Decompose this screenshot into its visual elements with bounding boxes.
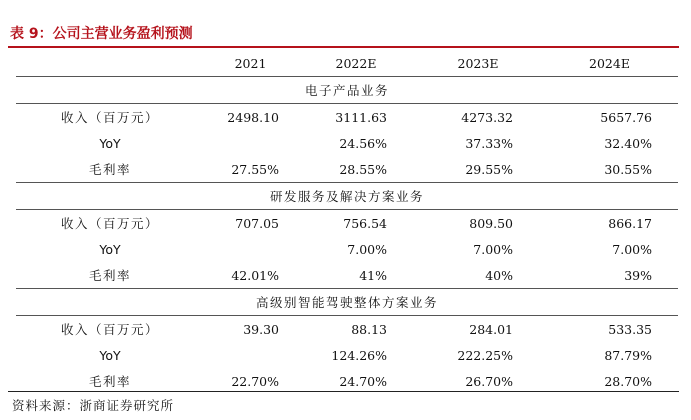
table-cell: 124.26% [331, 347, 387, 363]
table-row [16, 262, 678, 289]
section-title: 电子产品业务 [16, 77, 678, 104]
table-cell: 284.01 [469, 321, 513, 337]
table-cell [204, 130, 297, 156]
table-cell: 809.50 [469, 215, 513, 231]
table-row [16, 130, 678, 156]
table-cell: 756.54 [343, 215, 387, 231]
table-cell: 7.00% [473, 241, 513, 257]
section-title: 研发服务及解决方案业务 [16, 183, 678, 210]
footer-divider [8, 391, 679, 392]
row-label: 收入（百万元） [60, 110, 159, 125]
header-row [16, 50, 678, 77]
row-label: YoY [99, 135, 121, 151]
table-cell: 28.55% [297, 156, 415, 183]
table-cell: 26.70% [465, 373, 513, 389]
row-label: 收入（百万元） [60, 216, 159, 231]
header-cell: 2021 [204, 50, 297, 77]
table-row [16, 236, 678, 262]
table-cell: 42.01% [204, 262, 297, 289]
table-cell: 39% [541, 262, 678, 289]
header-cell [16, 50, 204, 77]
header-cell: 2022E [297, 50, 415, 77]
table-cell: 222.25% [457, 347, 513, 363]
table-cell: 39.30 [243, 321, 279, 337]
table-cell: 22.70% [231, 373, 279, 389]
row-label: 毛利率 [16, 262, 204, 289]
earnings-forecast-table [16, 50, 678, 394]
table-cell: 27.55% [204, 156, 297, 183]
table-cell: 866.17 [608, 215, 652, 231]
table-cell: 533.35 [608, 321, 652, 337]
row-label: YoY [99, 347, 121, 363]
table-cell: 40% [415, 262, 541, 289]
table-cell [204, 342, 297, 368]
table-cell: 4273.32 [461, 109, 513, 125]
table-cell: 24.56% [339, 135, 387, 151]
header-cell: 2024E [541, 50, 678, 77]
title-divider [8, 46, 679, 48]
table-row [16, 210, 678, 237]
table-cell: 88.13 [351, 321, 387, 337]
table-row [16, 104, 678, 131]
row-label: 毛利率 [88, 374, 131, 389]
table-cell: 37.33% [465, 135, 513, 151]
table-cell: 29.55% [415, 156, 541, 183]
table-cell: 707.05 [235, 215, 279, 231]
table-cell: 2498.10 [227, 109, 279, 125]
table-row [16, 316, 678, 343]
section-header-row [16, 183, 678, 210]
table-cell: 7.00% [347, 241, 387, 257]
table-row [16, 342, 678, 368]
source-note: 资料来源：浙商证券研究所 [12, 398, 175, 413]
section-header-row [16, 77, 678, 104]
table-title: 表 9：公司主营业务盈利预测 [10, 26, 193, 42]
row-label: 收入（百万元） [60, 322, 159, 337]
table-cell: 87.79% [604, 347, 652, 363]
table-cell [204, 236, 297, 262]
table-cell: 32.40% [604, 135, 652, 151]
header-cell: 2023E [415, 50, 541, 77]
table-cell: 28.70% [604, 373, 652, 389]
section-header-row [16, 289, 678, 316]
table-cell: 5657.76 [600, 109, 652, 125]
table-cell: 30.55% [541, 156, 678, 183]
table-cell: 41% [297, 262, 415, 289]
table-row [16, 156, 678, 183]
row-label: 毛利率 [16, 156, 204, 183]
table-cell: 3111.63 [335, 109, 387, 125]
table-cell: 7.00% [612, 241, 652, 257]
section-title: 高级别智能驾驶整体方案业务 [16, 289, 678, 316]
table-cell: 24.70% [339, 373, 387, 389]
row-label: YoY [99, 241, 121, 257]
